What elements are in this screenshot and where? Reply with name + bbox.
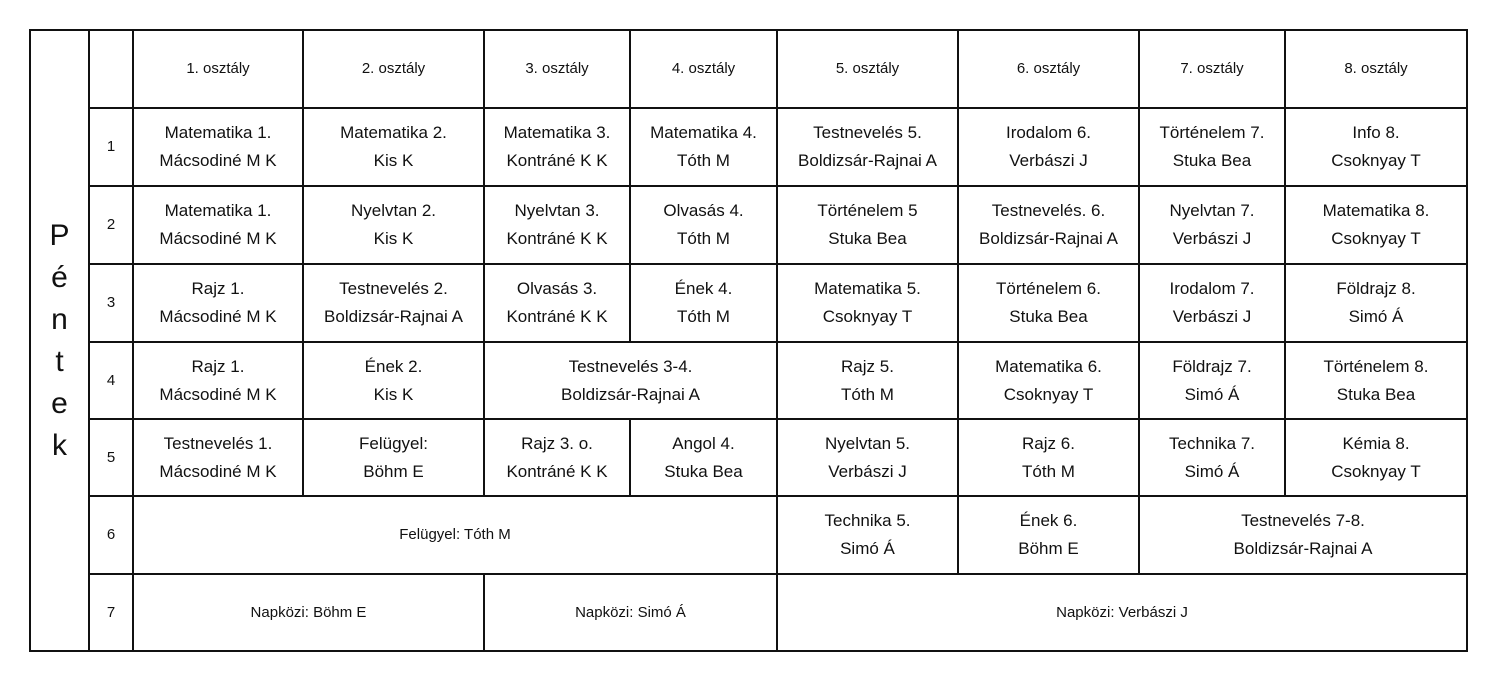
- lesson-subject: Matematika 1.: [164, 201, 272, 220]
- lesson-teacher: Mácsodiné M K: [159, 461, 277, 481]
- period-label: 7: [106, 603, 116, 621]
- lesson-subject: Nyelvtan 7.: [1169, 201, 1255, 220]
- lesson-cell: [778, 109, 959, 187]
- class-header-label: 1. osztály: [186, 60, 250, 77]
- lesson-subject: Matematika 2.: [340, 123, 447, 142]
- period-label: 4: [106, 371, 116, 389]
- lesson-teacher: Csoknyay T: [1003, 384, 1094, 404]
- lesson-teacher: Simó Á: [840, 539, 895, 558]
- day-letter: n: [51, 302, 68, 336]
- lesson-teacher: Tóth M: [677, 307, 730, 326]
- period-label: 6: [106, 526, 116, 543]
- lesson-teacher: Stuka Bea: [1336, 384, 1416, 404]
- lesson-teacher: Kontráné K K: [506, 307, 608, 326]
- lesson-cell: [485, 420, 631, 497]
- lesson-subject: Rajz 5.: [841, 356, 894, 376]
- lesson-subject: Napközi: Simó Á: [575, 603, 686, 621]
- lesson-cell: [631, 420, 778, 497]
- lesson-cell: [1140, 343, 1286, 420]
- lesson-teacher: Verbászi J: [1172, 307, 1252, 326]
- lesson-teacher: Boldizsár-Rajnai A: [979, 229, 1118, 248]
- lesson-cell: [485, 109, 631, 187]
- lesson-cell: [1286, 265, 1468, 343]
- lesson-teacher: Mácsodiné M K: [159, 384, 277, 404]
- lesson-cell: [485, 575, 778, 652]
- lesson-teacher: Boldizsár-Rajnai A: [324, 307, 463, 326]
- lesson-teacher: Böhm E: [363, 461, 424, 481]
- lesson-teacher: Simó Á: [1184, 461, 1240, 481]
- lesson-teacher: Tóth M: [841, 384, 894, 404]
- class-header: [1286, 31, 1468, 109]
- lesson-cell: [778, 265, 959, 343]
- class-header-label: 6. osztály: [1016, 60, 1081, 77]
- class-header: [631, 31, 778, 109]
- lesson-subject: Testnevelés 3-4.: [568, 356, 693, 376]
- lesson-cell: [1140, 187, 1286, 265]
- lesson-subject: Info 8.: [1352, 123, 1400, 142]
- lesson-teacher: Csoknyay T: [1331, 151, 1421, 170]
- class-header-label: 7. osztály: [1180, 60, 1244, 77]
- lesson-cell: [1140, 420, 1286, 497]
- corner-cell: [90, 31, 134, 109]
- lesson-subject: Olvasás 4.: [663, 201, 744, 220]
- lesson-subject: Angol 4.: [672, 433, 735, 453]
- day-letter: k: [52, 428, 67, 462]
- lesson-cell: [959, 497, 1140, 575]
- lesson-teacher: Verbászi J: [828, 461, 907, 481]
- lesson-teacher: Csoknyay T: [822, 307, 913, 326]
- lesson-subject: Rajz 6.: [1022, 433, 1075, 453]
- class-header: [485, 31, 631, 109]
- lesson-subject: Rajz 1.: [191, 356, 245, 376]
- lesson-cell: [959, 343, 1140, 420]
- lesson-teacher: Stuka Bea: [828, 229, 907, 248]
- period-number: [90, 343, 134, 420]
- lesson-teacher: Verbászi J: [1009, 151, 1088, 170]
- period-label: 3: [106, 294, 116, 311]
- lesson-cell: [134, 497, 778, 575]
- lesson-teacher: Kis K: [373, 151, 414, 170]
- lesson-teacher: Stuka Bea: [1172, 151, 1252, 170]
- lesson-subject: Kémia 8.: [1342, 433, 1410, 453]
- lesson-teacher: Boldizsár-Rajnai A: [798, 151, 937, 170]
- lesson-subject: Testnevelés 5.: [813, 123, 922, 142]
- lesson-teacher: Kontráné K K: [506, 461, 608, 481]
- lesson-subject: Felügyel:: [359, 433, 428, 453]
- lesson-subject: Testnevelés 1.: [163, 433, 273, 453]
- lesson-subject: Olvasás 3.: [516, 279, 598, 298]
- lesson-teacher: Csoknyay T: [1331, 461, 1421, 481]
- lesson-teacher: Mácsodiné M K: [159, 307, 277, 326]
- lesson-cell: [1286, 343, 1468, 420]
- lesson-teacher: Kontráné K K: [506, 229, 608, 248]
- period-number: [90, 187, 134, 265]
- class-header: [1140, 31, 1286, 109]
- lesson-cell: [959, 420, 1140, 497]
- lesson-cell: [1140, 497, 1468, 575]
- lesson-cell: [304, 420, 485, 497]
- lesson-subject: Napközi: Böhm E: [250, 603, 367, 621]
- lesson-cell: [959, 109, 1140, 187]
- lesson-cell: [631, 187, 778, 265]
- period-label: 1: [106, 138, 116, 155]
- lesson-cell: [485, 265, 631, 343]
- lesson-subject: Történelem 5: [817, 201, 918, 220]
- day-label: [31, 31, 90, 652]
- lesson-subject: Történelem 8.: [1323, 356, 1429, 376]
- lesson-cell: [959, 187, 1140, 265]
- lesson-cell: [1140, 109, 1286, 187]
- class-header-label: 2. osztály: [361, 60, 426, 77]
- lesson-subject: Matematika 5.: [814, 279, 921, 298]
- lesson-subject: Nyelvtan 5.: [824, 433, 911, 453]
- lesson-subject: Irodalom 6.: [1005, 123, 1092, 142]
- lesson-teacher: Kontráné K K: [506, 151, 608, 170]
- class-header-label: 4. osztály: [671, 60, 736, 77]
- lesson-teacher: Kis K: [373, 384, 414, 404]
- lesson-cell: [631, 265, 778, 343]
- lesson-cell: [134, 420, 304, 497]
- period-number: [90, 109, 134, 187]
- lesson-cell: [134, 343, 304, 420]
- lesson-teacher: Stuka Bea: [1009, 307, 1088, 326]
- lesson-subject: Ének 4.: [674, 279, 733, 298]
- lesson-cell: [485, 187, 631, 265]
- lesson-cell: [1286, 187, 1468, 265]
- class-header-label: 5. osztály: [835, 60, 900, 77]
- lesson-teacher: Tóth M: [677, 229, 730, 248]
- period-label: 2: [106, 216, 116, 233]
- lesson-cell: [631, 109, 778, 187]
- lesson-subject: Technika 7.: [1169, 433, 1255, 453]
- lesson-subject: Történelem 7.: [1159, 123, 1265, 142]
- lesson-cell: [304, 343, 485, 420]
- period-number: [90, 265, 134, 343]
- period-label: 5: [106, 448, 116, 466]
- lesson-teacher: Csoknyay T: [1331, 229, 1421, 248]
- lesson-cell: [1140, 265, 1286, 343]
- lesson-subject: Matematika 1.: [164, 123, 272, 142]
- period-number: [90, 497, 134, 575]
- lesson-cell: [778, 420, 959, 497]
- lesson-subject: Irodalom 7.: [1169, 279, 1255, 298]
- lesson-teacher: Simó Á: [1184, 384, 1240, 404]
- lesson-subject: Történelem 6.: [996, 279, 1101, 298]
- period-number: [90, 575, 134, 652]
- timetable: [29, 29, 1468, 652]
- lesson-teacher: Boldizsár-Rajnai A: [561, 384, 700, 404]
- lesson-cell: [778, 187, 959, 265]
- class-header: [304, 31, 485, 109]
- class-header-label: 8. osztály: [1344, 60, 1408, 77]
- lesson-subject: Matematika 4.: [650, 123, 757, 142]
- period-number: [90, 420, 134, 497]
- lesson-cell: [1286, 109, 1468, 187]
- lesson-teacher: Boldizsár-Rajnai A: [1233, 539, 1373, 558]
- lesson-cell: [134, 109, 304, 187]
- class-header: [134, 31, 304, 109]
- lesson-cell: [134, 187, 304, 265]
- lesson-cell: [1286, 420, 1468, 497]
- lesson-subject: Testnevelés 2.: [339, 279, 448, 298]
- lesson-subject: Technika 5.: [824, 511, 911, 530]
- lesson-teacher: Verbászi J: [1172, 229, 1252, 248]
- class-header: [959, 31, 1140, 109]
- lesson-teacher: Tóth M: [677, 151, 730, 170]
- lesson-teacher: Kis K: [373, 229, 414, 248]
- lesson-cell: [778, 343, 959, 420]
- lesson-subject: Matematika 6.: [995, 356, 1102, 376]
- lesson-subject: Napközi: Verbászi J: [1056, 603, 1188, 621]
- lesson-cell: [485, 343, 778, 420]
- lesson-cell: [134, 265, 304, 343]
- lesson-subject: Felügyel: Tóth M: [399, 526, 511, 543]
- lesson-teacher: Stuka Bea: [664, 461, 743, 481]
- day-letter: P: [49, 218, 70, 252]
- lesson-cell: [778, 497, 959, 575]
- lesson-subject: Nyelvtan 2.: [350, 201, 437, 220]
- lesson-cell: [134, 575, 485, 652]
- day-letter: t: [55, 344, 64, 378]
- lesson-teacher: Tóth M: [1022, 461, 1075, 481]
- lesson-teacher: Mácsodiné M K: [159, 229, 277, 248]
- day-letter: é: [51, 260, 68, 294]
- lesson-teacher: Simó Á: [1348, 307, 1404, 326]
- lesson-teacher: Mácsodiné M K: [159, 151, 277, 170]
- day-letter: e: [51, 386, 68, 420]
- lesson-subject: Nyelvtan 3.: [514, 201, 600, 220]
- lesson-subject: Ének 6.: [1019, 511, 1078, 530]
- lesson-cell: [778, 575, 1468, 652]
- lesson-subject: Földrajz 7.: [1172, 356, 1252, 376]
- lesson-teacher: Böhm E: [1018, 539, 1079, 558]
- lesson-subject: Rajz 3. o.: [521, 433, 593, 453]
- lesson-subject: Matematika 8.: [1322, 201, 1430, 220]
- class-header: [778, 31, 959, 109]
- lesson-subject: Testnevelés 7-8.: [1241, 511, 1365, 530]
- lesson-subject: Rajz 1.: [191, 279, 245, 298]
- lesson-cell: [304, 187, 485, 265]
- lesson-subject: Földrajz 8.: [1336, 279, 1416, 298]
- lesson-subject: Ének 2.: [364, 356, 423, 376]
- lesson-cell: [304, 265, 485, 343]
- lesson-cell: [959, 265, 1140, 343]
- class-header-label: 3. osztály: [525, 60, 589, 77]
- lesson-subject: Matematika 3.: [503, 123, 611, 142]
- lesson-subject: Testnevelés. 6.: [991, 201, 1106, 220]
- lesson-cell: [304, 109, 485, 187]
